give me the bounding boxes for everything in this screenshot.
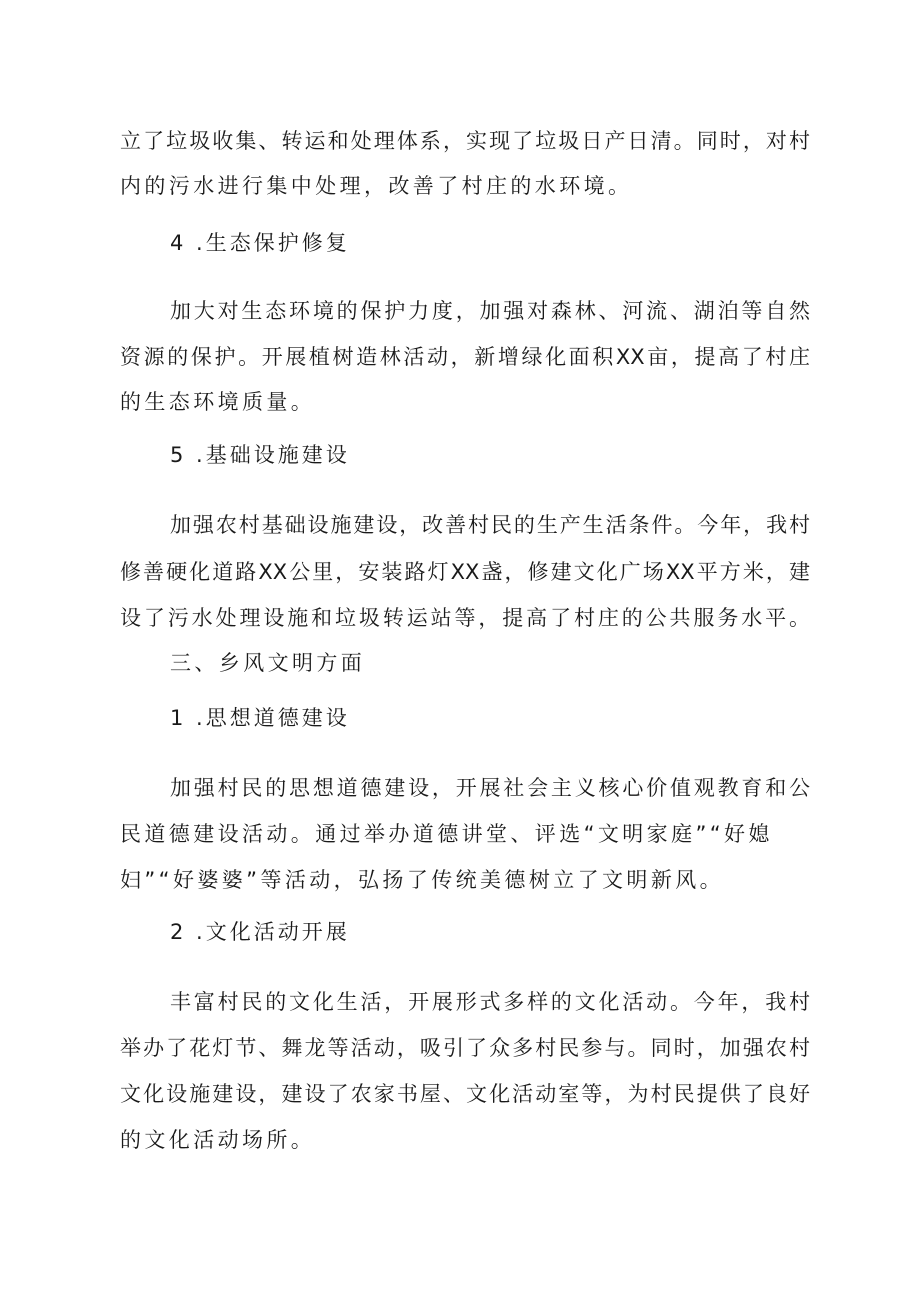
section-heading: 1 .思想道德建设 — [170, 706, 350, 730]
section-heading: 5 .基础设施建设 — [170, 443, 350, 467]
paragraph-line: 设了污水处理设施和垃圾转运站等，提高了村庄的公共服务水平。 — [120, 606, 810, 630]
paragraph-line: 加强村民的思想道德建设，开展社会主义核心价值观教育和公 — [170, 776, 810, 800]
chapter-heading: 三、乡风文明方面 — [170, 651, 366, 675]
paragraph-line: 加大对生态环境的保护力度，加强对森林、河流、湖泊等自然 — [170, 299, 810, 323]
paragraph-line: 立了垃圾收集、转运和处理体系，实现了垃圾日产日清。同时，对村 — [120, 129, 810, 153]
paragraph-line: 举办了花灯节、舞龙等活动，吸引了众多村民参与。同时，加强农村 — [120, 1036, 810, 1060]
paragraph-line: 的文化活动场所。 — [120, 1128, 316, 1152]
paragraph-line: 丰富村民的文化生活，开展形式多样的文化活动。今年，我村 — [170, 990, 810, 1014]
section-heading: 2 .文化活动开展 — [170, 920, 350, 944]
section-heading: 4 .生态保护修复 — [170, 231, 350, 255]
paragraph-line: 文化设施建设，建设了农家书屋、文化活动室等，为村民提供了良好 — [120, 1082, 810, 1106]
paragraph-line: 修善硬化道路XX公里，安装路灯XX盏，修建文化广场XX平方米，建 — [120, 560, 810, 584]
paragraph-line: 资源的保护。开展植树造林活动，新增绿化面积XX亩，提高了村庄 — [120, 345, 810, 369]
paragraph-line: 内的污水进行集中处理，改善了村庄的水环境。 — [120, 174, 633, 198]
paragraph-line: 的生态环境质量。 — [120, 390, 316, 414]
paragraph-line: 加强农村基础设施建设，改善村民的生产生活条件。今年，我村 — [170, 513, 810, 537]
paragraph-line: 民道德建设活动。通过举办道德讲堂、评选“文明家庭”“好媳 — [120, 822, 773, 846]
paragraph-line: 妇”“好婆婆”等活动，弘扬了传统美德树立了文明新风。 — [120, 868, 725, 892]
